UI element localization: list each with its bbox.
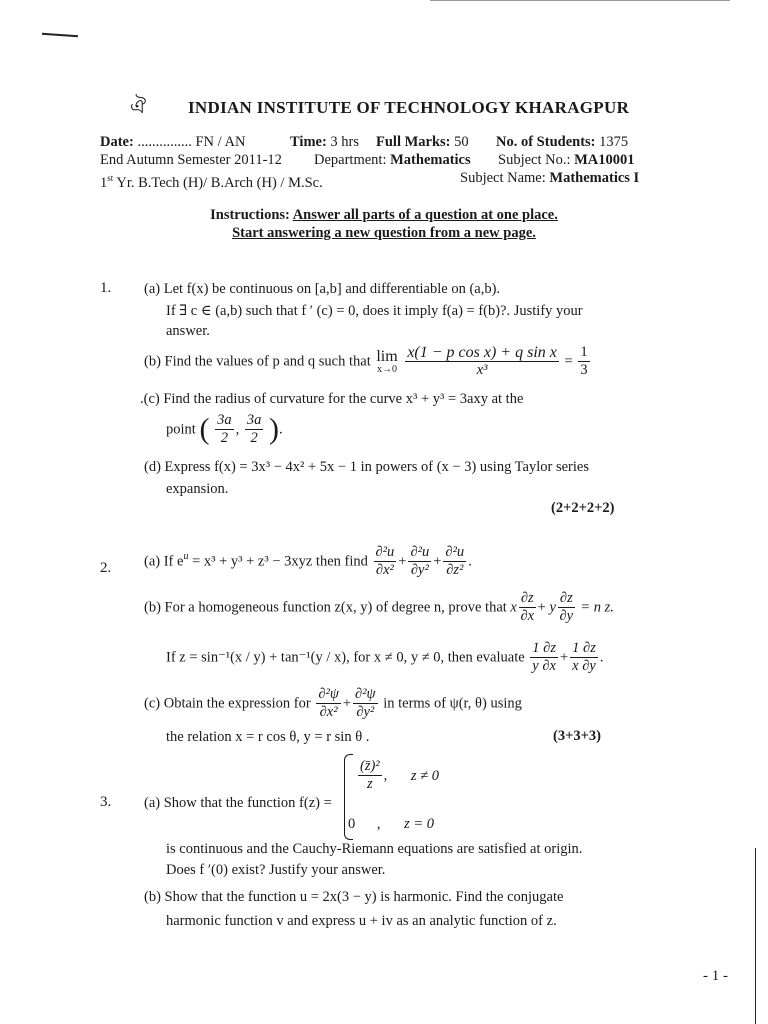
year-number: 1 [100,174,108,191]
1-x-dz-dy [570,640,598,675]
institute-logo: ঐ [130,96,147,118]
frac-den: ∂y² [356,704,375,720]
question-3-number: 3. [100,794,112,810]
q2-a-text: (a) If e [144,553,184,570]
q2-c-rest: in terms of ψ(r, θ) using [383,695,522,712]
students-label: No. of Students: [496,134,596,150]
frac-num: ∂z [520,590,534,606]
q3-part-b-line-2: harmonic function v and express u + iv as an analytic function of z. [166,913,557,929]
instruction-2: Start answering a new question from a new page. [232,225,536,241]
lim-subscript: x→0 [377,364,398,375]
q2-part-b-line-1: (b) For a homogeneous function z(x, y) of degree n, prove that x $\frac{\partial z}{\partial x}$ + y $\frac{\partial z}{\partial y}$ = n z. [144,590,614,624]
case-2-value: 0 [348,816,356,832]
full-marks-label: Full Marks: [376,134,451,150]
department-label: Department: [314,152,387,168]
point-y [245,412,264,447]
q1-part-b [144,344,592,379]
subject-name-field [460,170,639,187]
session: FN / AN [195,134,246,150]
subject-no-field [498,152,635,169]
q2-part-c-line-1: (c) Obtain the expression for $\frac{\text{∂²ψ}}{\text{∂x²}}$ + $\frac{\text{∂²ψ}}{\text{∂y²}}$ in terms of ψ(r, θ) using [144,686,522,720]
q3-part-a-line-1: (a) Show that the function f(z) = [144,795,332,811]
frac-num: 1 ∂z [572,640,596,656]
instructions-label: Instructions: [210,207,290,223]
q1-part-a-line-3: answer. [166,323,210,339]
frac-den: y ∂x [532,658,556,674]
frac-num: ∂²ψ [355,686,376,702]
point-x-den: 2 [220,430,228,446]
instructions-line-1 [0,207,768,224]
piecewise-case-1: $\frac{\text{(z̄)²}}{z}$ , z ≠ 0 [360,758,440,792]
right-margin-line [755,848,757,1024]
point-x [215,412,234,447]
frac-num: ∂z [559,590,573,606]
limit-numerator: x(1 − p cos x) + q sin x [407,344,557,361]
frac-den: x ∂y [572,658,596,674]
q2-part-a: (a) If $e^u = x^3 + y^3 + z^3 - 3xyz$ then find $\frac{\text{∂²u}}{\text{∂x²}}$ + $\frac{\text{∂²u}}{\text{∂y²}}$ + $\frac{\text{∂²u}}{\text{∂z²}}$ . [144,544,472,578]
dz-dy [558,590,575,625]
frac-num: 1 ∂z [532,640,556,656]
dz-dx [519,590,536,625]
q2-c-text: (c) Obtain the expression for [144,695,311,712]
lim-text: lim [376,348,398,365]
right-paren: ) [268,412,279,446]
full-marks-field [376,134,469,151]
d2psi-dx2 [316,686,341,721]
date-label: Date: [100,134,134,150]
q2-b-text: (b) For a homogeneous function z(x, y) of degree n, prove that [144,599,507,616]
q1-part-c-point: point ( $\frac{3a}{2}$ , $\frac{3a}{2}$ ). [166,412,283,446]
exam-meta-row-1 [100,134,245,151]
q2-part-b-line-2: If z = sin⁻¹(x / y) + tan⁻¹(y / x), for x ≠ 0, y ≠ 0, then evaluate $\frac{1 \partial z}{y \partial x}$ + $\frac{1 \partial z}{x \partial y}$ . [166,640,604,674]
time-field [290,134,359,151]
q2-b2-text: If z = sin⁻¹(x / y) + tan⁻¹(y / x), for x ≠ 0, y ≠ 0, then evaluate [166,649,525,666]
zbar-squared-over-z [358,758,382,793]
point-x-num: 3a [217,412,232,428]
instruction-1: Answer all parts of a question at one place. [292,207,558,223]
date-value: ............... [137,134,192,150]
department-field [314,152,471,169]
full-marks-value: 50 [454,134,469,150]
subject-name-value: Mathematics I [549,170,640,186]
limit-operator [376,348,397,375]
q2-marks: (3+3+3) [553,728,601,744]
frac-den: ∂y [559,608,574,624]
piecewise-case-2: 0 , z = 0 [348,816,435,832]
subject-no-value: MA10001 [574,152,635,168]
d2u-dz2 [443,544,466,579]
frac-den: ∂x² [375,562,394,578]
limit-fraction [405,344,559,379]
d2psi-dy2 [353,686,378,721]
frac-den: ∂x² [319,704,338,720]
students-value: 1375 [599,134,629,150]
question-1-number: 1. [100,280,112,296]
frac-den: ∂x [520,608,535,624]
q1-marks: (2+2+2+2) [551,500,615,516]
subject-name-label: Subject Name: [460,170,546,186]
year-programme [100,170,323,192]
q1-part-d-line-1: (d) Express f(x) = 3x³ − 4x² + 5x − 1 in powers of (x − 3) using Taylor series [144,459,589,475]
corner-pen-mark [42,33,78,37]
time-value: 3 hrs [330,134,360,150]
left-paren: ( [199,412,210,446]
q2-a-exponent: u [183,551,189,562]
equals-sign: = [564,353,573,370]
point-label: point [166,421,196,438]
q1-part-c-line-1: .(c) Find the radius of curvature for the curve x³ + y³ = 3axy at the [140,391,524,407]
year-suffix: st [107,173,114,183]
institute-title: INDIAN INSTITUTE OF TECHNOLOGY KHARAGPUR [188,98,630,117]
result-denominator: 3 [580,362,588,378]
q3-part-a-line-3: Does f ′(0) exist? Justify your answer. [166,862,386,878]
department-value: Mathematics [390,152,471,168]
case-2-condition: z = 0 [404,816,435,832]
frac-den: z [367,776,373,792]
semester: End Autumn Semester 2011-12 [100,152,282,168]
frac-num: ∂²u [410,544,430,560]
frac-num: ∂²ψ [318,686,339,702]
year-text: Yr. B.Tech (H)/ B.Arch (H) / M.Sc. [113,174,323,191]
top-edge-line [430,0,730,1]
q1-part-d-line-2: expansion. [166,481,229,497]
point-y-den: 2 [250,430,258,446]
frac-den: ∂z² [446,562,464,578]
frac-num: ∂²u [445,544,465,560]
q3-part-a-line-2: is continuous and the Cauchy-Riemann equations are satisfied at origin. [166,841,583,857]
q2-a-rest: = x³ + y³ + z³ − 3xyz then find [188,553,368,570]
subject-no-label: Subject No.: [498,152,571,168]
case-1-condition: z ≠ 0 [410,767,440,784]
1-y-dz-dx [530,640,558,675]
d2u-dy2 [408,544,431,579]
result-numerator: 1 [580,344,588,360]
q2-b-rest: = n z. [580,599,614,616]
q1-part-a-line-2: If ∃ c ∈ (a,b) such that f ′ (c) = 0, does it imply f(a) = f(b)?. Justify your [166,303,583,319]
students-field [496,134,628,151]
q1-part-b-text: (b) Find the values of p and q such that [144,353,371,370]
q3-part-b-line-1: (b) Show that the function u = 2x(3 − y) is harmonic. Find the conjugate [144,889,564,905]
limit-result [578,344,589,379]
frac-den: ∂y² [410,562,429,578]
frac-num: (z̄)² [360,758,380,774]
d2u-dx2 [374,544,397,579]
q2-part-c-line-2: the relation x = r cos θ, y = r sin θ . [166,729,370,745]
point-y-num: 3a [246,412,262,428]
frac-num: ∂²u [375,544,395,560]
limit-denominator: x³ [476,362,488,378]
time-label: Time: [290,134,327,150]
question-2-number: 2. [100,560,112,576]
page-number: - 1 - [703,968,728,984]
q1-part-a-line-1: (a) Let f(x) be continuous on [a,b] and differentiable on (a,b). [144,281,501,297]
